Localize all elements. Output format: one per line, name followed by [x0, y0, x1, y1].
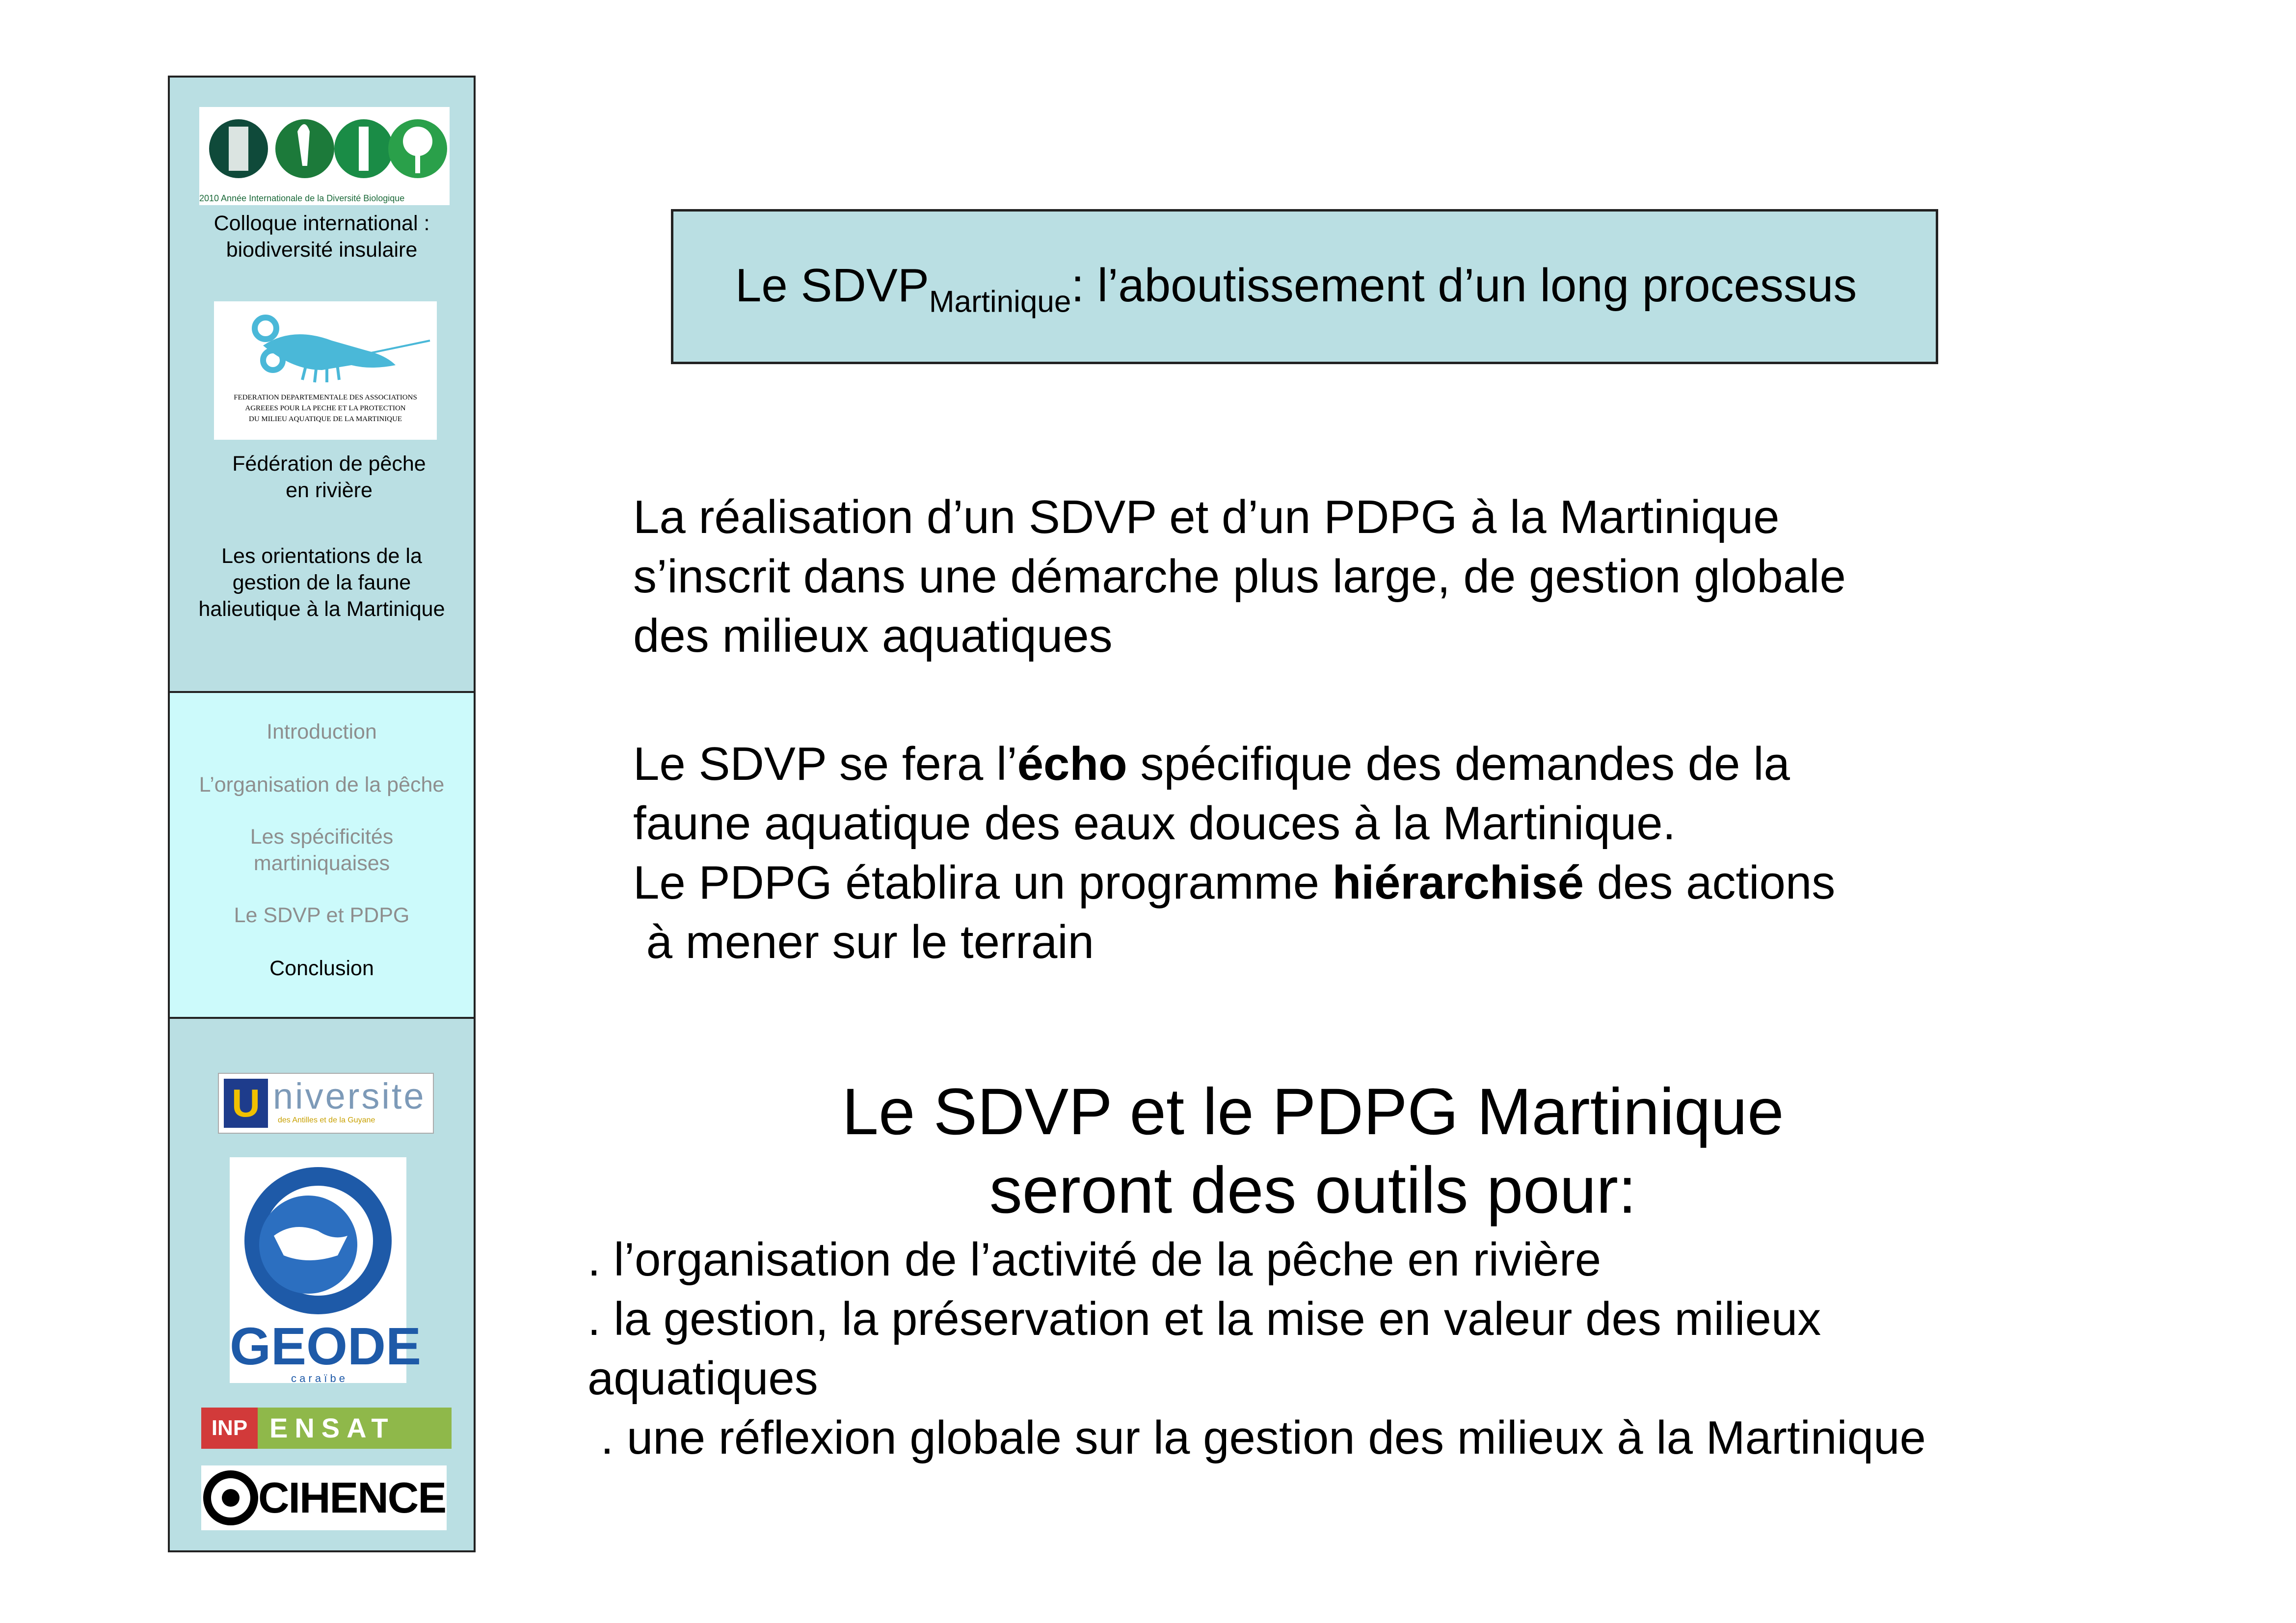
paragraph-2: Le SDVP se fera l’écho spécifique des demandes de la faune aquatique des eaux douces à la Martinique. Le PDPG établira un programme hiérarchisé des actions à mener sur le terrain [633, 738, 1836, 968]
main-heading: Le SDVP et le PDPG Martinique seront des outils pour: [842, 1075, 1784, 1227]
list-item: . l’organisation de l’activité de la pêche en rivière [587, 1233, 1602, 1286]
cihence-logo: CIHENCE [201, 1465, 447, 1530]
list-item: aquatiques [587, 1352, 818, 1405]
sidebar-top-panel [170, 78, 474, 693]
sidebar [168, 76, 476, 1552]
nav-sdvp-pdpg[interactable]: Le SDVP et PDPG [234, 904, 410, 927]
nav-conclusion[interactable]: Conclusion [269, 957, 374, 980]
title-box [671, 209, 1938, 364]
universite-u-icon: U [224, 1079, 268, 1128]
cihence-emblem-icon [201, 1465, 260, 1530]
nav-specificites[interactable]: Les spécificités [250, 825, 394, 849]
sidebar-nav [170, 693, 474, 1019]
federation-text: Fédération de pêche en rivière [232, 452, 426, 502]
federation-logo [214, 301, 437, 440]
nav-organisation[interactable]: L’organisation de la pêche [199, 773, 445, 797]
sidebar-logos-panel [170, 1019, 474, 1550]
biodiversity-2010-logo [199, 107, 450, 205]
paragraph-1: La réalisation d’un SDVP et d’un PDPG à la Martinique s’inscrit dans une démarche plus large, de gestion globale des milieux aquatiques [633, 491, 1846, 662]
orientations-text: Les orientations de la gestion de la faune halieutique à la Martinique [198, 544, 445, 621]
nav-specificites-line2[interactable]: martiniquaises [253, 851, 390, 875]
universite-logo: U niversite des Antilles et de la Guyane [218, 1073, 434, 1134]
inp-ensat-logo: INP ENSAT [201, 1408, 452, 1449]
geode-logo: GEODE c a r a ï b e [230, 1157, 406, 1383]
lobster-icon [214, 301, 437, 440]
bullet-list [587, 1230, 1926, 1467]
svg-text:DU MILIEU AQUATIQUE DE LA MART: DU MILIEU AQUATIQUE DE LA MARTINIQUE [249, 415, 402, 423]
page-title: Le $SDVP_{Martinique}$: l’aboutissement d’un long processus [735, 259, 1857, 319]
svg-text:FEDERATION DEPARTEMENTALE DES: FEDERATION DEPARTEMENTALE DES ASSOCIATIONS [234, 394, 417, 401]
list-item: . la gestion, la préservation et la mise en valeur des milieux [587, 1293, 1821, 1345]
svg-text:AGREEES POUR LA PECHE ET LA PR: AGREEES POUR LA PECHE ET LA PROTECTION [245, 404, 406, 412]
colloque-text: Colloque international : biodiversité insulaire [214, 212, 430, 262]
nav-introduction[interactable]: Introduction [267, 720, 377, 744]
svg-text:2010 Année Internationale de l: 2010 Année Internationale de la Diversité Biologique [199, 193, 405, 203]
list-item: . une réflexion globale sur la gestion des milieux à la Martinique [587, 1411, 1926, 1464]
